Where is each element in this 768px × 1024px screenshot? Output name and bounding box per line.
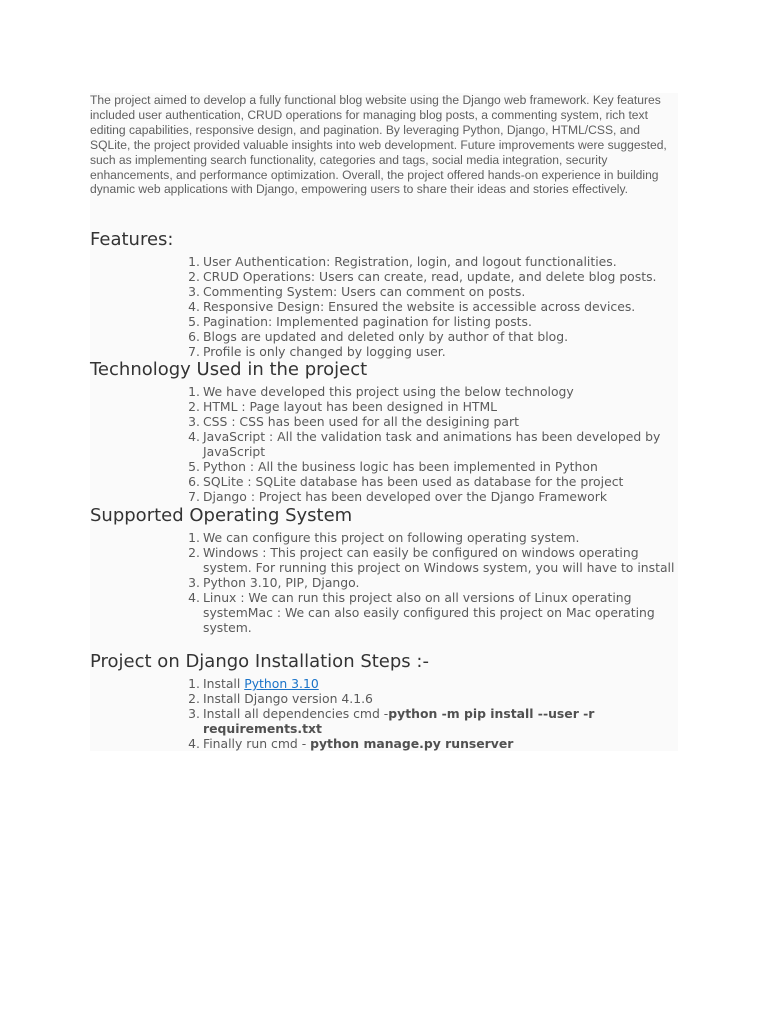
- os-list: [188, 530, 678, 635]
- list-item: 1. Install Python 3.10: [188, 676, 319, 691]
- list-item: 5. Python : All the business logic has been implemented in Python: [188, 459, 598, 474]
- install-list: [188, 676, 678, 751]
- os-heading: Supported Operating System: [90, 505, 353, 526]
- features-list: [188, 254, 678, 359]
- list-item: 1. We can configure this project on following operating system.: [188, 530, 580, 545]
- list-item: 2. Windows : This project can easily be configured on windows operating system. For running this project on Windows system, you will have to install: [188, 545, 675, 575]
- technology-list: [188, 384, 678, 504]
- list-item: 3. Commenting System: Users can comment on posts.: [188, 284, 526, 299]
- runserver-command: python manage.py runserver: [310, 736, 514, 751]
- features-heading: Features:: [90, 229, 174, 250]
- list-item: 3. Install all dependencies cmd -python -m pip install --user -r requirements.txt: [188, 706, 595, 736]
- list-item: 1. User Authentication: Registration, login, and logout functionalities.: [188, 254, 617, 269]
- list-item: 1. We have developed this project using the below technology: [188, 384, 574, 399]
- list-item: 4. Finally run cmd - python manage.py runserver: [188, 736, 514, 751]
- list-item: 6. SQLite : SQLite database has been used as database for the project: [188, 474, 624, 489]
- technology-heading: Technology Used in the project: [90, 359, 368, 380]
- list-item: 2. CRUD Operations: Users can create, read, update, and delete blog posts.: [188, 269, 657, 284]
- list-item: 5. Pagination: Implemented pagination for listing posts.: [188, 314, 532, 329]
- python-download-link[interactable]: Python 3.10: [244, 676, 319, 691]
- project-summary: The project aimed to develop a fully functional blog website using the Django web framework. Key features included user authentication, CRUD operations for managing blog posts, a commenting system, rich text editing capabilities, responsive design, and pagination. By leveraging Python, Django, HTML/CSS, and SQLite, the project provided valuable insights into web development. Future improvements were suggested, such as implementing search functionality, categories and tags, social media integration, security enhancements, and performance optimization. Overall, the project offered hands-on experience in building dynamic web applications with Django, empowering users to share their ideas and stories effectively.: [90, 93, 667, 197]
- list-item: 7. Django : Project has been developed over the Django Framework: [188, 489, 608, 504]
- list-item: 4. JavaScript : All the validation task and animations has been developed by JavaScript: [188, 429, 661, 459]
- list-item: 4. Linux : We can run this project also on all versions of Linux operating systemMac : We can also easily configured this project on Mac operating system.: [188, 590, 655, 635]
- list-item: 2. Install Django version 4.1.6: [188, 691, 373, 706]
- list-item: 6. Blogs are updated and deleted only by author of that blog.: [188, 329, 569, 344]
- list-item: 7. Profile is only changed by logging user.: [188, 344, 446, 359]
- pip-install-command: python -m pip install --user -r requirements.txt: [203, 706, 595, 736]
- list-item: 4. Responsive Design: Ensured the website is accessible across devices.: [188, 299, 636, 314]
- list-item: 3. CSS : CSS has been used for all the desigining part: [188, 414, 519, 429]
- install-heading: Project on Django Installation Steps :-: [90, 651, 429, 672]
- list-item: 2. HTML : Page layout has been designed in HTML: [188, 399, 498, 414]
- list-item: 3. Python 3.10, PIP, Django.: [188, 575, 360, 590]
